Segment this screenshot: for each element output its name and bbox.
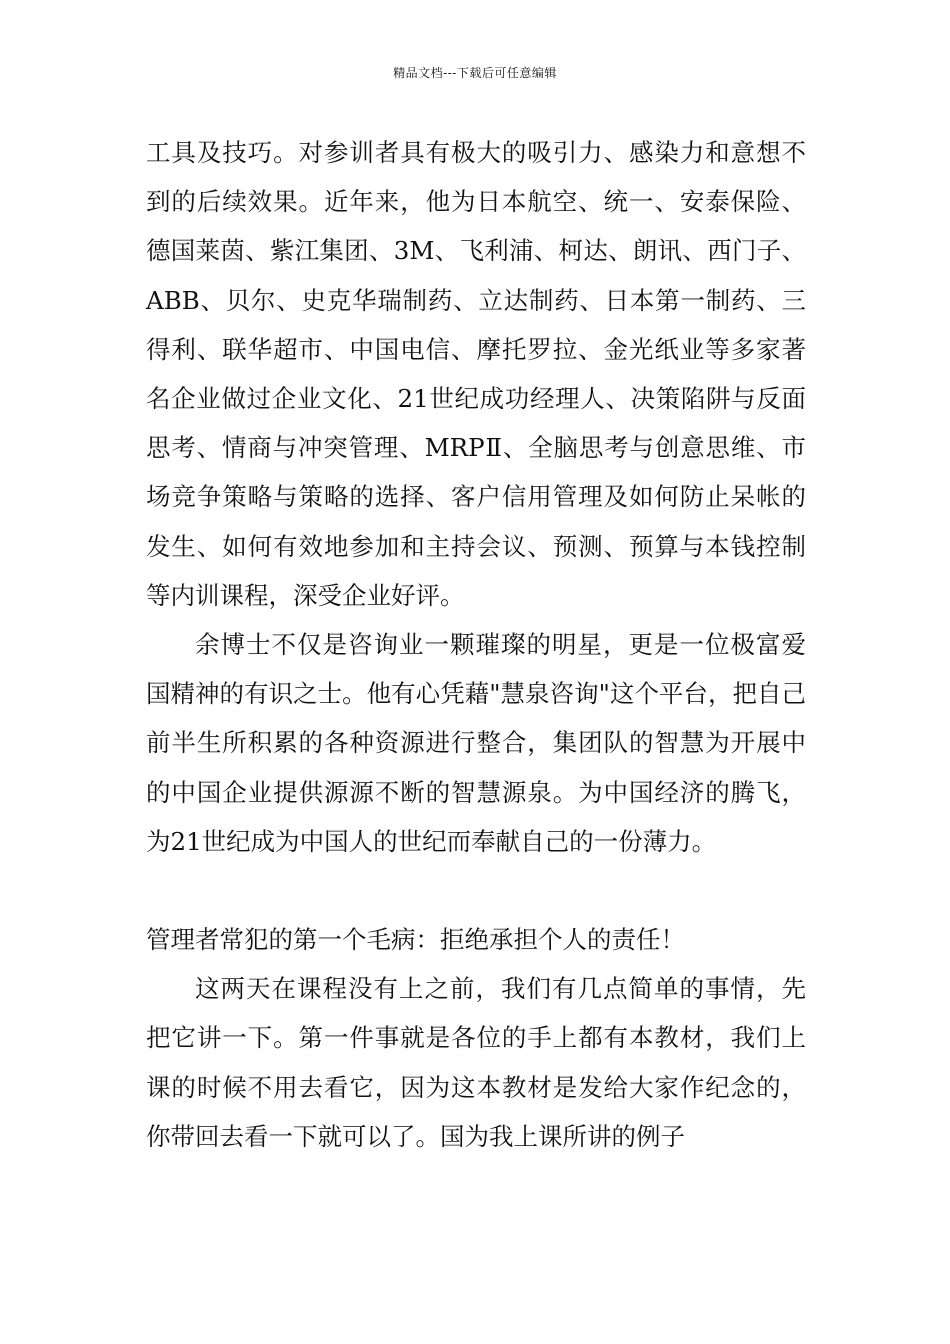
body-paragraph: 余博士不仅是咨询业一颗璀璨的明星，更是一位极富爱国精神的有识之士。他有心凭藉"慧泉咨询"这个平台，把自己前半生所积累的各种资源进行整合，集团队的智慧为开展中的中国企业提供源源不断的智慧源泉。为中国经济的腾飞，为21世纪成为中国人的世纪而奉献自己的一份薄力。	[146, 630, 806, 856]
document-body	[146, 128, 806, 1161]
body-paragraph: 工具及技巧。对参训者具有极大的吸引力、感染力和意想不到的后续效果。近年来，他为日本航空、统一、安泰保险、德国莱茵、紫江集团、3M、飞利浦、柯达、朗讯、西门子、ABB、贝尔、史克华瑞制药、立达制药、日本第一制药、三得利、联华超市、中国电信、摩托罗拉、金光纸业等多家著名企业做过企业文化、21世纪成功经理人、决策陷阱与反面思考、情商与冲突管理、MRPⅡ、全脑思考与创意思维、市场竞争策略与策略的选择、客户信用管理及如何防止呆帐的发生、如何有效地参加和主持会议、预测、预算与本钱控制等内训课程，深受企业好评。	[146, 138, 806, 610]
section-heading: 管理者常犯的第一个毛病：拒绝承担个人的责任！	[146, 925, 685, 955]
body-paragraph: 这两天在课程没有上之前，我们有几点简单的事情，先把它讲一下。第一件事就是各位的手上都有本教材，我们上课的时候不用去看它，因为这本教材是发给大家作纪念的，你带回去看一下就可以了。国为我上课所讲的例子	[146, 974, 806, 1151]
blank-line	[146, 866, 806, 915]
page-header: 精品文档---下载后可任意编辑	[393, 66, 557, 80]
